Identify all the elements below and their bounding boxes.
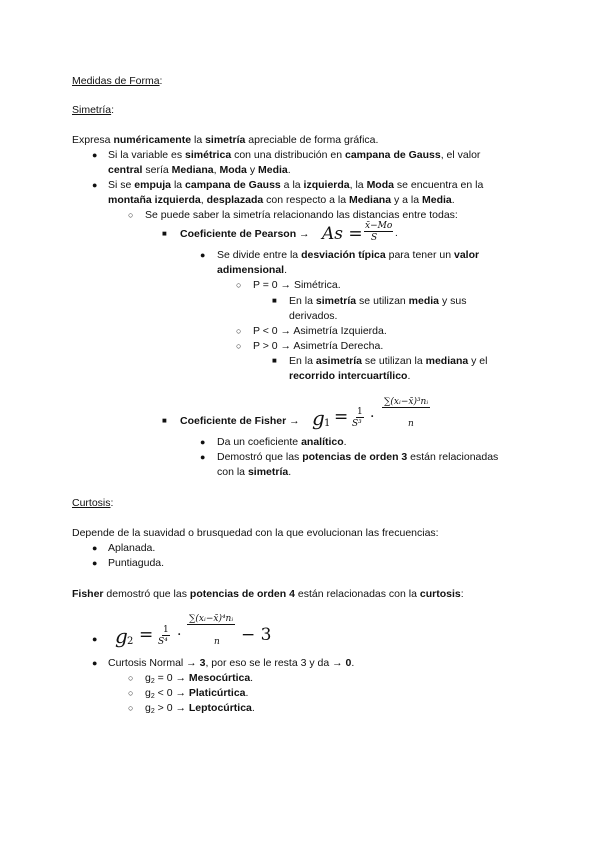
curtosis-intro: Depende de la suavidad o brusquedad con la que evolucionan las frecuencias: xyxy=(72,527,439,539)
pearson-coefficient: Coeficiente de Pearson → xyxy=(180,228,310,240)
list-item: En la asimetría se utilizan la mediana y el xyxy=(289,355,488,367)
curtosis-fisher-line: Fisher demostró que las potencias de orden 4 están relacionadas con la curtosis: xyxy=(72,588,464,600)
list-item: $g_2 > 0$ → Leptocúrtica. xyxy=(145,702,255,715)
list-item: P < 0 → Asimetría Izquierda. xyxy=(253,325,387,337)
circle-bullet-icon: ○ xyxy=(128,688,134,698)
circle-bullet-icon: ○ xyxy=(236,341,242,351)
fisher-formula: g 1 = 1 S³ · ∑(xᵢ−x̄)³nᵢ n xyxy=(312,397,429,430)
bullet-icon: ● xyxy=(92,658,98,668)
square-bullet-icon: ■ xyxy=(162,416,167,425)
bullet-icon: ● xyxy=(200,452,206,462)
bullet-icon: ● xyxy=(92,150,98,160)
list-item: Aplanada. xyxy=(108,542,156,554)
fisher-coefficient: Coeficiente de Fisher → xyxy=(180,415,300,427)
list-item-continuation: montaña izquierda, desplazada con respecto a la Mediana y a la Media. xyxy=(108,194,455,206)
circle-bullet-icon: ○ xyxy=(236,280,242,290)
bullet-icon: ● xyxy=(92,180,98,190)
bullet-icon: ● xyxy=(200,250,206,260)
list-item: Da un coeficiente analítico. xyxy=(217,436,347,448)
bullet-icon: ● xyxy=(92,634,98,644)
list-item: Demostró que las potencias de orden 3 están relacionadas xyxy=(217,451,499,463)
list-item-continuation: derivados. xyxy=(289,310,338,322)
bullet-icon: ● xyxy=(92,543,98,553)
square-bullet-icon: ■ xyxy=(272,356,277,365)
list-item-continuation: adimensional. xyxy=(217,264,288,276)
list-item: En la simetría se utilizan media y sus xyxy=(289,295,467,307)
simetria-intro: Expresa numéricamente la simetría apreciable de forma gráfica. xyxy=(72,134,379,146)
list-item: Se puede saber la simetría relacionando las distancias entre todas: xyxy=(145,209,458,221)
section-heading-curtosis: Curtosis: xyxy=(72,497,114,509)
circle-bullet-icon: ○ xyxy=(236,326,242,336)
circle-bullet-icon: ○ xyxy=(128,673,134,683)
circle-bullet-icon: ○ xyxy=(128,703,134,713)
square-bullet-icon: ■ xyxy=(272,296,277,305)
list-item: $g_2 = 0$ → Mesocúrtica. xyxy=(145,672,254,685)
list-item-continuation: central sería Mediana, Moda y Media. xyxy=(108,164,291,176)
list-item-continuation: recorrido intercuartílico. xyxy=(289,370,411,382)
list-item-continuation: con la simetría. xyxy=(217,466,292,478)
list-item: Curtosis Normal → 3, por eso se le resta 3 y da → 0. xyxy=(108,657,355,669)
circle-bullet-icon: ○ xyxy=(128,210,134,220)
list-item: Si se empuja la campana de Gauss a la izquierda, la Moda se encuentra en la xyxy=(108,179,484,191)
square-bullet-icon: ■ xyxy=(162,229,167,238)
list-item: Si la variable es simétrica con una distribución en campana de Gauss, el valor xyxy=(108,149,481,161)
list-item: Se divide entre la desviación típica para tener un valor xyxy=(217,249,480,261)
list-item: $g_2 < 0$ → Platicúrtica. xyxy=(145,687,249,700)
bullet-icon: ● xyxy=(92,558,98,568)
section-heading-simetria: Simetría: xyxy=(72,104,115,116)
g2-formula: g 2 = 1 S⁴ · ∑(xᵢ−x̄)⁴nᵢ n − 3 xyxy=(115,614,272,648)
page-title: Medidas de Forma: xyxy=(72,75,163,87)
list-item: Puntiaguda. xyxy=(108,557,165,569)
list-item: P = 0 → Simétrica. xyxy=(253,279,341,291)
list-item: P > 0 → Asimetría Derecha. xyxy=(253,340,384,352)
bullet-icon: ● xyxy=(200,437,206,447)
